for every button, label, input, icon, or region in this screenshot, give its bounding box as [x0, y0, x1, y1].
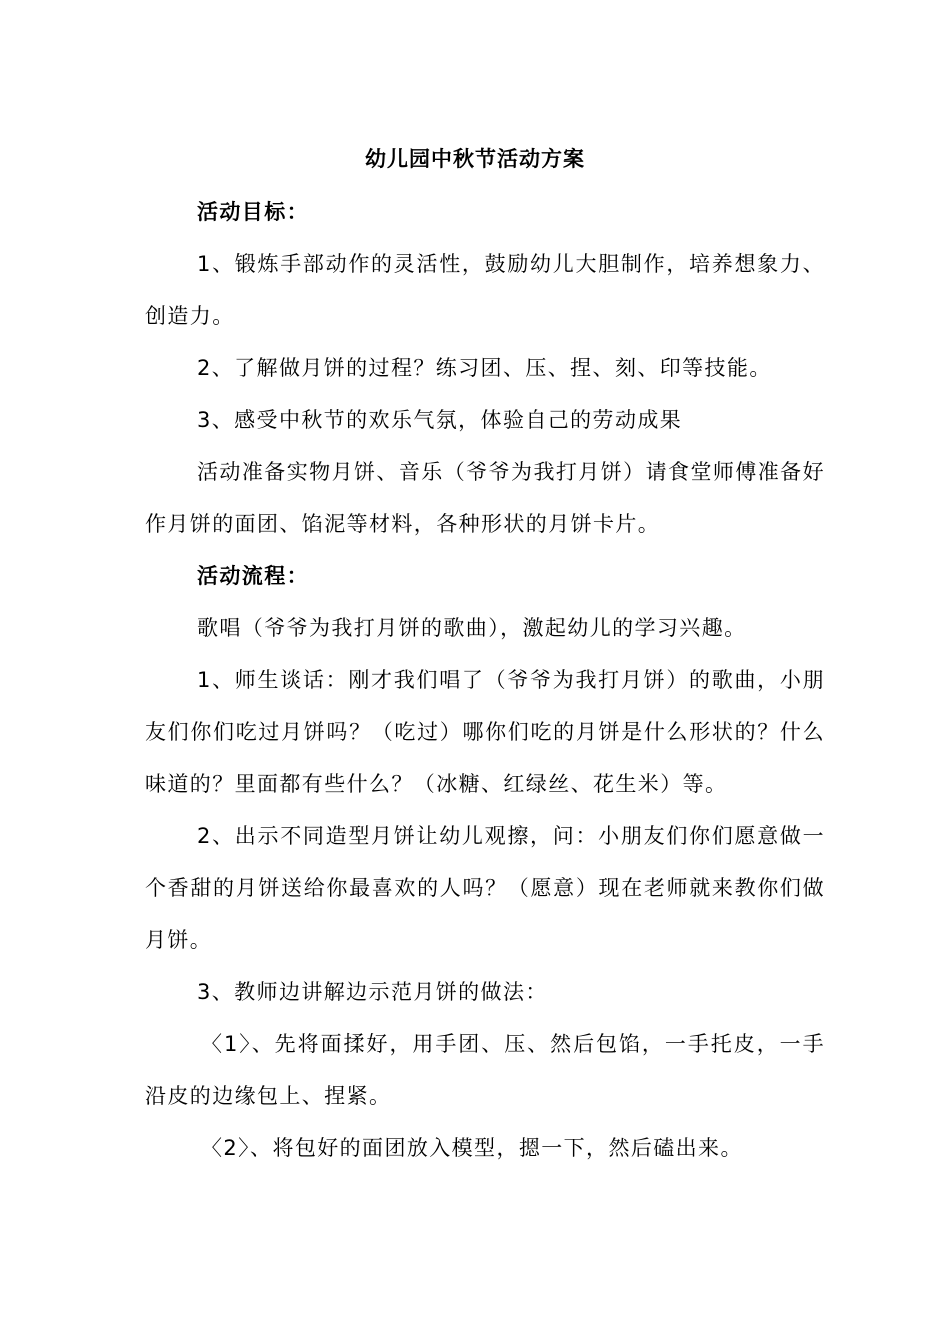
- step-1-paragraph: 1、师生谈话：刚才我们唱了（爷爷为我打月饼）的歌曲，小朋友们你们吃过月饼吗？（吃过）哪你们吃的月饼是什么形状的？什么味道的？里面都有些什么？（冰糖、红绿丝、花生米）等。: [145, 668, 825, 796]
- intro-paragraph: 歌唱（爷爷为我打月饼的歌曲），激起幼儿的学习兴趣。: [197, 616, 747, 640]
- goal-1-paragraph: 1、锻炼手部动作的灵活性，鼓励幼儿大胆制作，培养想象力、创造力。: [145, 252, 825, 328]
- goal-2-paragraph: 2、了解做月饼的过程？练习团、压、捏、刻、印等技能。: [197, 356, 772, 380]
- process-heading: 活动流程：: [197, 564, 309, 588]
- substep-1-paragraph: 〈1〉、先将面揉好，用手团、压、然后包馅，一手托皮，一手沿皮的边缘包上、捏紧。: [145, 1032, 825, 1108]
- goals-heading: 活动目标：: [197, 200, 309, 224]
- document-title: 幼儿园中秋节活动方案: [365, 147, 585, 171]
- step-3-paragraph: 3、教师边讲解边示范月饼的做法：: [197, 980, 548, 1004]
- preparation-paragraph: 活动准备实物月饼、音乐（爷爷为我打月饼）请食堂师傅准备好作月饼的面团、馅泥等材料，各种形状的月饼卡片。: [145, 460, 825, 536]
- substep-2-paragraph: 〈2〉、将包好的面团放入模型，摁一下，然后磕出来。: [201, 1136, 743, 1160]
- goal-3-paragraph: 3、感受中秋节的欢乐气氛，体验自己的劳动成果: [197, 408, 683, 432]
- step-2-paragraph: 2、出示不同造型月饼让幼儿观擦，问：小朋友们你们愿意做一个香甜的月饼送给你最喜欢的人吗？（愿意）现在老师就来教你们做月饼。: [145, 824, 825, 952]
